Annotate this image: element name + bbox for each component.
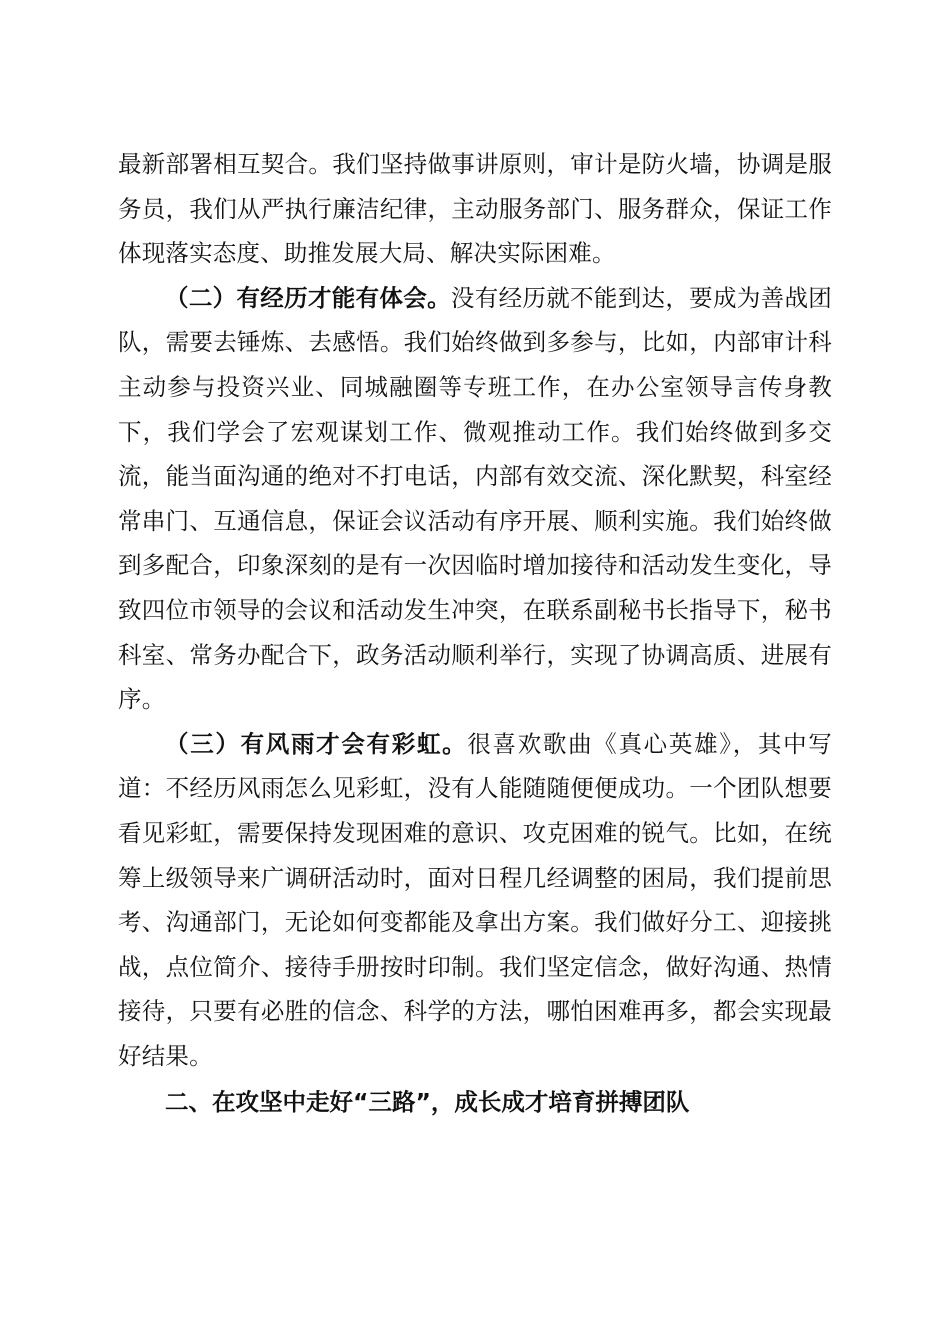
section-heading: 二、在攻坚中走好“三路”，成长成才培育拼搏团队	[165, 1088, 690, 1116]
paragraph-3	[118, 722, 832, 1079]
paragraph-2-body: 没有经历就不能到达，要成为善战团队，需要去锤炼、去感悟。我们始终做到多参与，比如，内部审计科主动参与投资兴业、同城融圈等专班工作，在办公室领导言传身教下，我们学会了宏观谋划工作、微观推动工作。我们始终做到多交流，能当面沟通的绝对不打电话，内部有效交流、深化默契，科室经常串门、互通信息，保证会议活动有序开展、顺利实施。我们始终做到多配合，印象深刻的是有一次因临时增加接待和活动发生变化，导致四位市领导的会议和活动发生冲突，在联系副秘书长指导下，秘书科室、常务办配合下，政务活动顺利举行，实现了协调高质、进展有序。	[118, 283, 833, 714]
paragraph-2-lead: （二）有经历才能有体会。	[165, 283, 451, 312]
paragraph-1: 最新部署相互契合。我们坚持做事讲原则，审计是防火墙，协调是服务员，我们从严执行廉洁纪律，主动服务部门、服务群众，保证工作体现落实态度、助推发展大局、解决实际困难。	[118, 150, 832, 268]
paragraph-2	[118, 276, 832, 722]
paragraph-3-body: 很喜欢歌曲《真心英雄》，其中写道：不经历风雨怎么见彩虹，没有人能随随便便成功。一个团队想要看见彩虹，需要保持发现困难的意识、攻克困难的锐气。比如，在统筹上级领导来广调研活动时，面对日程几经调整的困局，我们提前思考、沟通部门，无论如何变都能及拿出方案。我们做好分工、迎接挑战，点位简介、接待手册按时印制。我们坚定信念，做好沟通、热情接待，只要有必胜的信念、科学的方法，哪怕困难再多，都会实现最好结果。	[118, 729, 832, 1070]
paragraph-3-lead: （三）有风雨才会有彩虹。	[165, 729, 468, 758]
document-body	[118, 142, 832, 1078]
